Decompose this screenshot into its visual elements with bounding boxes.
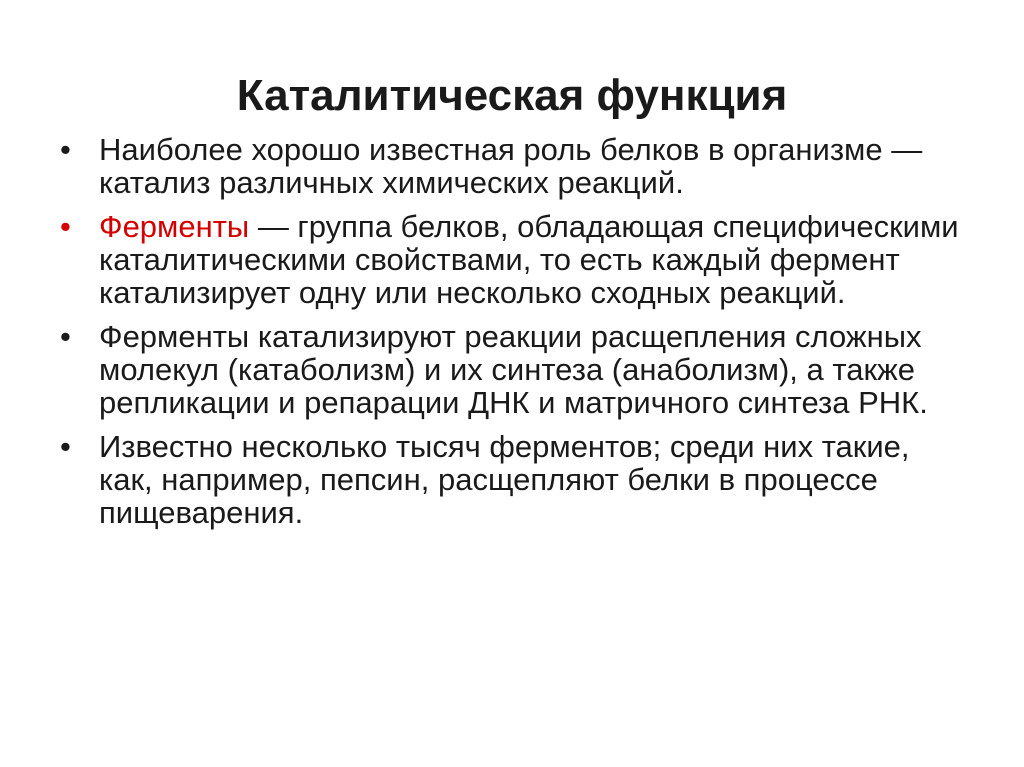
bullet-dot-icon: • [60, 209, 71, 244]
bullet-item [60, 133, 960, 199]
bullet-item [60, 210, 960, 309]
bullet-dot-icon: • [60, 319, 71, 354]
bullet-highlight-term: Ферменты [99, 209, 250, 244]
bullet-text: Известно несколько тысяч ферментов; среди них такие, как, например, пепсин, расщепляют белки в процессе пищеварения. [99, 429, 910, 530]
bullet-dot-icon: • [60, 429, 71, 464]
bullet-item [60, 320, 960, 419]
slide-title: Каталитическая функция [236, 71, 788, 120]
bullet-dot-icon: • [60, 132, 71, 167]
bullet-text: Ферменты катализируют реакции расщепления сложных молекул (катаболизм) и их синтеза (анаболизм), а также репликации и репарации ДНК и матричного синтеза РНК. [99, 319, 928, 420]
bullet-text: — группа белков, обладающая специфическими каталитическими свойствами, то есть каждый фермент катализирует одну или несколько сходных реакций. [99, 209, 959, 310]
bullet-item [60, 430, 960, 529]
bullet-list [60, 133, 960, 540]
bullet-text: Наиболее хорошо известная роль белков в организме — катализ различных химических реакций. [99, 132, 923, 200]
